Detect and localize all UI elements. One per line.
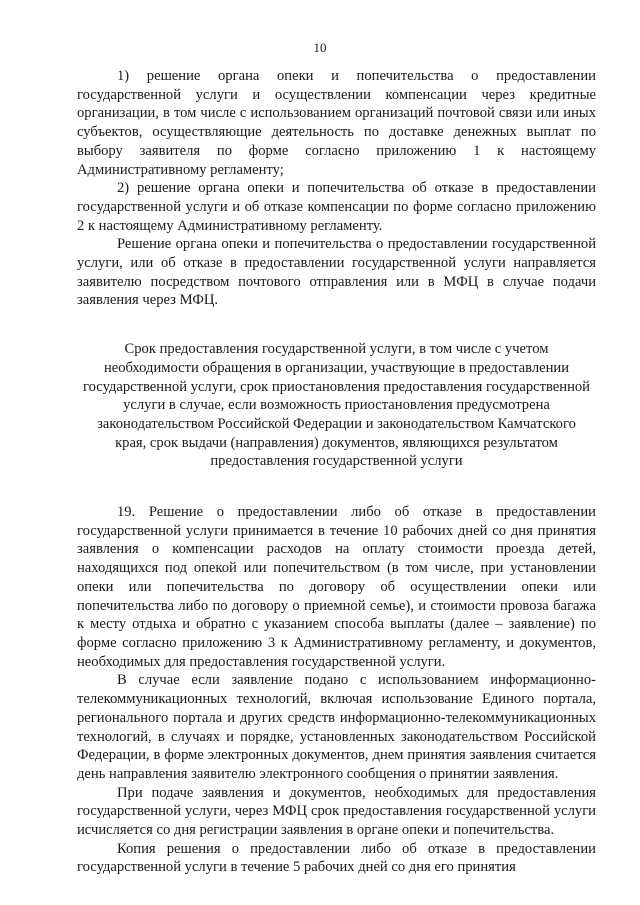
paragraph-19: 19. Решение о предоставлении либо об отказе в предоставлении государственной услуги принимается в течение 10 рабочих дней со дня принятия заявления о компенсации расходов на оплату стоимости проезда детей, находящихся под опекой или попечительством (в том числе, при установлении опеки или попечительства по договору об осуществлении опеки или попечительства либо по договору о приемной семье), и стоимости провоза багажа к месту отдыха и обратно с указанием способа выплаты (далее – заявление) по форме согласно приложению 3 к Административному регламенту, и документов, необходимых для предоставления государственной услуги.: [77, 504, 596, 670]
section-heading: Срок предоставления государственной услуги, в том числе с учетом необходимости обращения в организации, участвующие в предоставлении государственной услуги, срок приостановления предоставления государственной услуги в случае, если возможность приостановления предусмотрена законодательством Российской Федерации и законодательством Камчатского края, срок выдачи (направления) документов, являющихся результатом предоставления государственной услуги: [83, 341, 590, 470]
document-body: [77, 67, 596, 877]
paragraph-decision-copy: Копия решения о предоставлении либо об отказе в предоставлении государственной услуги в течение 5 рабочих дней со дня его принятия: [77, 840, 596, 876]
page-number: 10: [313, 40, 327, 55]
paragraph-mfc-submission: При подаче заявления и документов, необходимых для предоставления государственной услуги, через МФЦ срок предоставления государственной услуги исчисляется со дня регистрации заявления в органе опеки и попечительства.: [77, 784, 596, 839]
paragraph-decision-grant: 1) решение органа опеки и попечительства о предоставлении государственной услуги и осуществлении компенсации через кредитные организации, в том числе с использованием организаций почтовой связи или иных субъектов, осуществляющие деятельность по доставке денежных выплат по выбору заявителя по форме согласно приложению 1 к настоящему Административному регламенту;: [77, 68, 596, 178]
paragraph-electronic-submission: В случае если заявление подано с использованием информационно-телекоммуникационных технологий, включая использование Единого портала, регионального портала и других средств информационно-телекоммуникационных технологий, в случаях и порядке, установленных законодательством Российской Федерации, в форме электронных документов, днем принятия заявления считается день направления заявителю электронного сообщения о принятии заявления.: [77, 672, 596, 782]
paragraph-decision-delivery: Решение органа опеки и попечительства о предоставлении государственной услуги, или об отказе в предоставлении государственной услуги направляется заявителю посредством почтового отправления или в МФЦ в случае подачи заявления через МФЦ.: [77, 236, 596, 309]
paragraph-decision-refusal: 2) решение органа опеки и попечительства об отказе в предоставлении государственной услуги и об отказе компенсации по форме согласно приложению 2 к настоящему Административному регламенту.: [77, 180, 596, 234]
